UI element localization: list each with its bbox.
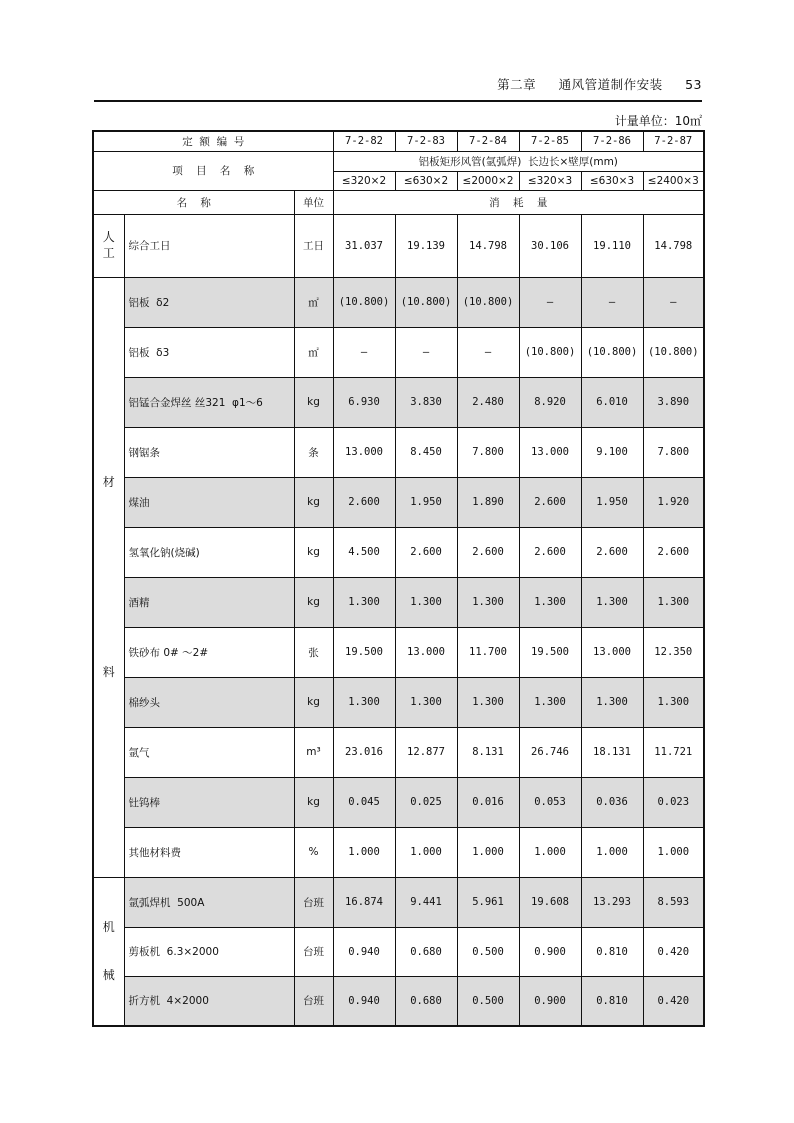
value-cell: 1.000 <box>643 827 704 877</box>
value-cell: 0.900 <box>519 976 581 1026</box>
item-unit: % <box>294 827 333 877</box>
value-cell: 8.920 <box>519 377 581 427</box>
quota-code-label: 定 额 编 号 <box>93 131 333 151</box>
value-cell: 1.300 <box>643 577 704 627</box>
value-cell: 12.350 <box>643 627 704 677</box>
value-cell: 1.000 <box>581 827 643 877</box>
value-cell: — <box>581 277 643 327</box>
value-cell: 18.131 <box>581 727 643 777</box>
value-cell: 1.950 <box>581 477 643 527</box>
value-cell: 1.300 <box>333 577 395 627</box>
value-cell: 2.600 <box>519 477 581 527</box>
item-unit: kg <box>294 677 333 727</box>
table-row <box>93 214 704 277</box>
value-cell: (10.800) <box>333 277 395 327</box>
value-cell: 13.000 <box>395 627 457 677</box>
item-name: 综合工日 <box>124 214 294 277</box>
table-row <box>93 377 704 427</box>
item-unit: kg <box>294 527 333 577</box>
value-cell: 0.940 <box>333 927 395 976</box>
item-name: 煤油 <box>124 477 294 527</box>
col-unit-label: 单位 <box>294 190 333 214</box>
value-cell: 11.700 <box>457 627 519 677</box>
value-cell: 6.010 <box>581 377 643 427</box>
value-cell: 2.600 <box>643 527 704 577</box>
category-cell <box>93 214 124 277</box>
value-cell: 13.000 <box>519 427 581 477</box>
value-cell: 19.139 <box>395 214 457 277</box>
value-cell: 8.450 <box>395 427 457 477</box>
item-name: 氩弧焊机 500A <box>124 877 294 927</box>
value-cell: 14.798 <box>457 214 519 277</box>
value-cell: — <box>457 327 519 377</box>
value-cell: 1.300 <box>519 677 581 727</box>
value-cell: 8.131 <box>457 727 519 777</box>
value-cell: 19.608 <box>519 877 581 927</box>
item-desc-row <box>93 151 704 171</box>
page-header <box>94 72 702 102</box>
table-row <box>93 327 704 377</box>
value-cell: 1.300 <box>395 677 457 727</box>
item-name: 折方机 4×2000 <box>124 976 294 1026</box>
item-name: 钢锯条 <box>124 427 294 477</box>
item-unit: kg <box>294 777 333 827</box>
item-unit: 台班 <box>294 877 333 927</box>
value-cell: 1.000 <box>333 827 395 877</box>
column-header-row <box>93 190 704 214</box>
quota-code: 7-2-86 <box>581 131 643 151</box>
table-row <box>93 827 704 877</box>
category-cell <box>93 877 124 1026</box>
value-cell: 1.300 <box>643 677 704 727</box>
value-cell: (10.800) <box>395 277 457 327</box>
quota-table <box>92 130 705 1027</box>
value-cell: 16.874 <box>333 877 395 927</box>
item-name: 酒精 <box>124 577 294 627</box>
item-name: 铝板 δ3 <box>124 327 294 377</box>
value-cell: 0.016 <box>457 777 519 827</box>
value-cell: 12.877 <box>395 727 457 777</box>
value-cell: 1.300 <box>395 577 457 627</box>
spec-cell: ≤630×2 <box>395 171 457 190</box>
item-name-label: 项 目 名 称 <box>93 151 333 190</box>
spec-cell: ≤2000×2 <box>457 171 519 190</box>
item-name: 氢氧化钠(烧碱) <box>124 527 294 577</box>
value-cell: 13.293 <box>581 877 643 927</box>
value-cell: (10.800) <box>643 327 704 377</box>
table-row <box>93 527 704 577</box>
value-cell: 2.480 <box>457 377 519 427</box>
value-cell: 30.106 <box>519 214 581 277</box>
value-cell: 19.500 <box>519 627 581 677</box>
page-number: 53 <box>685 77 702 92</box>
value-cell: 9.441 <box>395 877 457 927</box>
item-unit: kg <box>294 377 333 427</box>
spec-cell: ≤2400×3 <box>643 171 704 190</box>
value-cell: 8.593 <box>643 877 704 927</box>
value-cell: 31.037 <box>333 214 395 277</box>
item-unit: kg <box>294 577 333 627</box>
value-cell: 1.000 <box>457 827 519 877</box>
value-cell: 0.940 <box>333 976 395 1026</box>
value-cell: — <box>643 277 704 327</box>
value-cell: 23.016 <box>333 727 395 777</box>
value-cell: — <box>395 327 457 377</box>
col-name-label: 名 称 <box>93 190 294 214</box>
value-cell: 0.500 <box>457 976 519 1026</box>
item-unit: 工日 <box>294 214 333 277</box>
value-cell: 1.000 <box>395 827 457 877</box>
value-cell: 1.890 <box>457 477 519 527</box>
value-cell: — <box>333 327 395 377</box>
category-label: 人工 <box>102 230 115 261</box>
item-name: 氩气 <box>124 727 294 777</box>
item-unit: m³ <box>294 727 333 777</box>
table-row <box>93 477 704 527</box>
value-cell: 1.920 <box>643 477 704 527</box>
category-label: 材料 <box>102 475 115 679</box>
unit-note: 计量单位：10㎡ <box>614 114 702 128</box>
value-cell: 2.600 <box>519 527 581 577</box>
value-cell: 1.950 <box>395 477 457 527</box>
quota-code: 7-2-82 <box>333 131 395 151</box>
value-cell: 2.600 <box>333 477 395 527</box>
item-unit: 台班 <box>294 927 333 976</box>
section-title: 通风管道制作安装 <box>558 77 663 92</box>
value-cell: 11.721 <box>643 727 704 777</box>
table-row <box>93 877 704 927</box>
table-row <box>93 277 704 327</box>
value-cell: 0.680 <box>395 976 457 1026</box>
value-cell: 7.800 <box>457 427 519 477</box>
value-cell: 0.036 <box>581 777 643 827</box>
value-cell: 1.000 <box>519 827 581 877</box>
quota-code: 7-2-84 <box>457 131 519 151</box>
spec-cell: ≤320×3 <box>519 171 581 190</box>
table-row <box>93 677 704 727</box>
table-row <box>93 427 704 477</box>
value-cell: 19.500 <box>333 627 395 677</box>
value-cell: 13.000 <box>333 427 395 477</box>
value-cell: 2.600 <box>395 527 457 577</box>
value-cell: 0.045 <box>333 777 395 827</box>
quota-code: 7-2-87 <box>643 131 704 151</box>
item-name: 铁砂布 0# ～2# <box>124 627 294 677</box>
item-name: 剪板机 6.3×2000 <box>124 927 294 976</box>
spec-cell: ≤630×3 <box>581 171 643 190</box>
item-description: 铝板矩形风管(氩弧焊) 长边长×壁厚(mm) <box>333 151 704 171</box>
value-cell: 9.100 <box>581 427 643 477</box>
value-cell: 6.930 <box>333 377 395 427</box>
category-cell <box>93 277 124 877</box>
item-unit: ㎡ <box>294 277 333 327</box>
value-cell: 0.500 <box>457 927 519 976</box>
table-row <box>93 927 704 976</box>
chapter-label: 第二章 <box>497 77 537 92</box>
item-name: 钍钨棒 <box>124 777 294 827</box>
item-unit: 台班 <box>294 976 333 1026</box>
table-row <box>93 577 704 627</box>
value-cell: 19.110 <box>581 214 643 277</box>
value-cell: 1.300 <box>519 577 581 627</box>
value-cell: 26.746 <box>519 727 581 777</box>
value-cell: 0.023 <box>643 777 704 827</box>
value-cell: 3.890 <box>643 377 704 427</box>
table-row <box>93 777 704 827</box>
value-cell: 0.053 <box>519 777 581 827</box>
item-unit: kg <box>294 477 333 527</box>
value-cell: 5.961 <box>457 877 519 927</box>
item-unit: ㎡ <box>294 327 333 377</box>
table-row <box>93 627 704 677</box>
value-cell: 1.300 <box>457 577 519 627</box>
value-cell: 0.420 <box>643 927 704 976</box>
value-cell: 2.600 <box>581 527 643 577</box>
quota-code-row <box>93 131 704 151</box>
value-cell: — <box>519 277 581 327</box>
spec-cell: ≤320×2 <box>333 171 395 190</box>
col-consumption-label: 消 耗 量 <box>333 190 704 214</box>
item-name: 其他材料费 <box>124 827 294 877</box>
value-cell: 0.420 <box>643 976 704 1026</box>
value-cell: 0.680 <box>395 927 457 976</box>
value-cell: (10.800) <box>457 277 519 327</box>
value-cell: 1.300 <box>457 677 519 727</box>
quota-code: 7-2-83 <box>395 131 457 151</box>
table-row <box>93 976 704 1026</box>
quota-code: 7-2-85 <box>519 131 581 151</box>
value-cell: 1.300 <box>581 577 643 627</box>
value-cell: (10.800) <box>519 327 581 377</box>
value-cell: 0.900 <box>519 927 581 976</box>
item-name: 铝板 δ2 <box>124 277 294 327</box>
value-cell: 13.000 <box>581 627 643 677</box>
value-cell: 0.810 <box>581 976 643 1026</box>
category-label: 机械 <box>102 920 115 983</box>
value-cell: 4.500 <box>333 527 395 577</box>
value-cell: 14.798 <box>643 214 704 277</box>
item-unit: 条 <box>294 427 333 477</box>
item-unit: 张 <box>294 627 333 677</box>
value-cell: 2.600 <box>457 527 519 577</box>
value-cell: 7.800 <box>643 427 704 477</box>
value-cell: 0.810 <box>581 927 643 976</box>
value-cell: 1.300 <box>333 677 395 727</box>
item-name: 棉纱头 <box>124 677 294 727</box>
value-cell: 3.830 <box>395 377 457 427</box>
table-row <box>93 727 704 777</box>
item-name: 铝锰合金焊丝 丝321 φ1～6 <box>124 377 294 427</box>
value-cell: (10.800) <box>581 327 643 377</box>
value-cell: 0.025 <box>395 777 457 827</box>
value-cell: 1.300 <box>581 677 643 727</box>
